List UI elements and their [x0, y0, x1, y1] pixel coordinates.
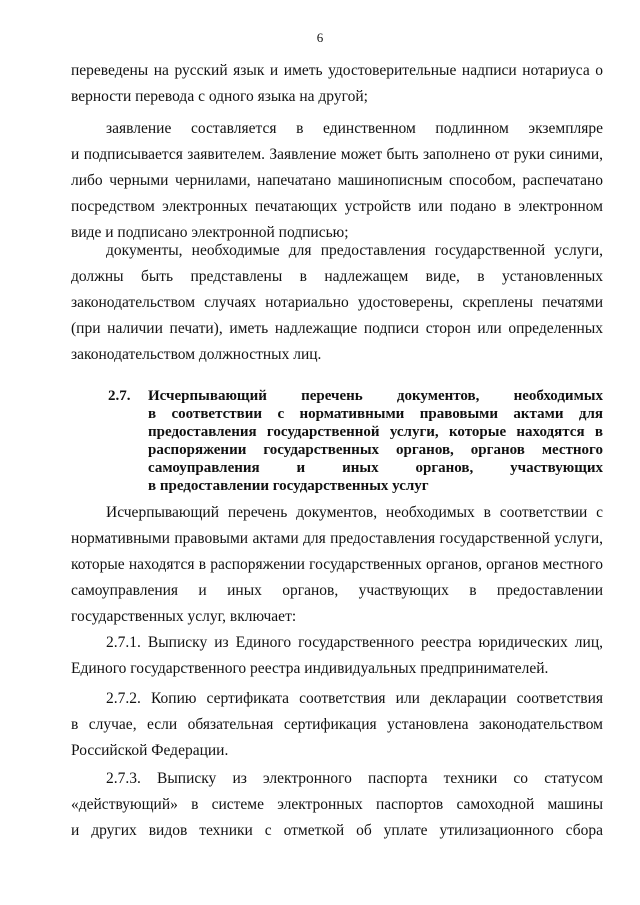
text-line: верности перевода с одного языка на другой;	[71, 88, 368, 105]
section-title-line: в соответствии с нормативными правовыми актами для	[148, 406, 603, 422]
text-line: государственных услуг, включает:	[71, 608, 297, 625]
section-title-line: в предоставлении государственных услуг	[148, 478, 429, 494]
text-line: нормативными правовыми актами для предоставления государственной услуги,	[71, 530, 603, 547]
text-line: либо черными чернилами, напечатано машинописным способом, распечатано	[71, 172, 603, 189]
paragraph-application-form	[71, 116, 603, 246]
section-title-line: распоряжении государственных органов, органов местного	[148, 442, 603, 458]
text-line: и подписывается заявителем. Заявление может быть заполнено от руки синими,	[71, 146, 603, 163]
text-line: должны быть представлены в надлежащем виде, в установленных	[71, 268, 603, 285]
text-line: «действующий» в системе электронных паспортов самоходной машины	[71, 796, 603, 813]
text-line: (при наличии печати), иметь надлежащие подписи сторон или определенных	[71, 320, 603, 337]
text-line: переведены на русский язык и иметь удостоверительные надписи нотариуса о	[71, 62, 603, 79]
text-line: законодательством случаях нотариально удостоверены, скреплены печатями	[71, 294, 603, 311]
text-line: самоуправления и иных органов, участвующих в предоставлении	[71, 582, 603, 599]
text-line: Исчерпывающий перечень документов, необходимых в соответствии с	[106, 504, 603, 521]
text-line: посредством электронных печатающих устройств или подано в электронном	[71, 198, 603, 215]
text-line: которые находятся в распоряжении государственных органов, органов местного	[71, 556, 603, 573]
text-line: законодательством должностных лиц.	[71, 346, 322, 363]
paragraph-exhaustive-list	[71, 500, 603, 630]
text-line: 2.7.3. Выписку из электронного паспорта техники со статусом	[106, 770, 603, 787]
paragraph-item-2-7-2	[71, 686, 603, 764]
section-title-line: предоставления государственной услуги, которые находятся в	[148, 424, 603, 440]
section-number: 2.7.	[108, 388, 131, 404]
paragraph-item-2-7-3	[71, 766, 603, 844]
text-line: заявление составляется в единственном подлинном экземпляре	[106, 120, 603, 137]
section-title-line: Исчерпывающий перечень документов, необходимых	[148, 388, 603, 404]
text-line: виде и подписано электронной подписью;	[71, 224, 349, 241]
paragraph-item-2-7-1	[71, 630, 603, 682]
text-line: 2.7.1. Выписку из Единого государственного реестра юридических лиц,	[106, 634, 603, 651]
text-line: Единого государственного реестра индивидуальных предпринимателей.	[71, 660, 549, 677]
text-line: в случае, если обязательная сертификация установлена законодательством	[71, 716, 603, 733]
section-title-line: самоуправления и иных органов, участвующих	[148, 460, 603, 476]
text-line: Российской Федерации.	[71, 742, 229, 759]
text-line: 2.7.2. Копию сертификата соответствия или декларации соответствия	[106, 690, 603, 707]
paragraph-translation-continuation	[71, 58, 603, 110]
section-title	[148, 387, 603, 495]
paragraph-documents-requirements	[71, 238, 603, 368]
text-line: и других видов техники с отметкой об уплате утилизационного сбора	[71, 822, 603, 839]
page-number: 6	[316, 30, 324, 45]
text-line: документы, необходимые для предоставления государственной услуги,	[106, 242, 603, 259]
